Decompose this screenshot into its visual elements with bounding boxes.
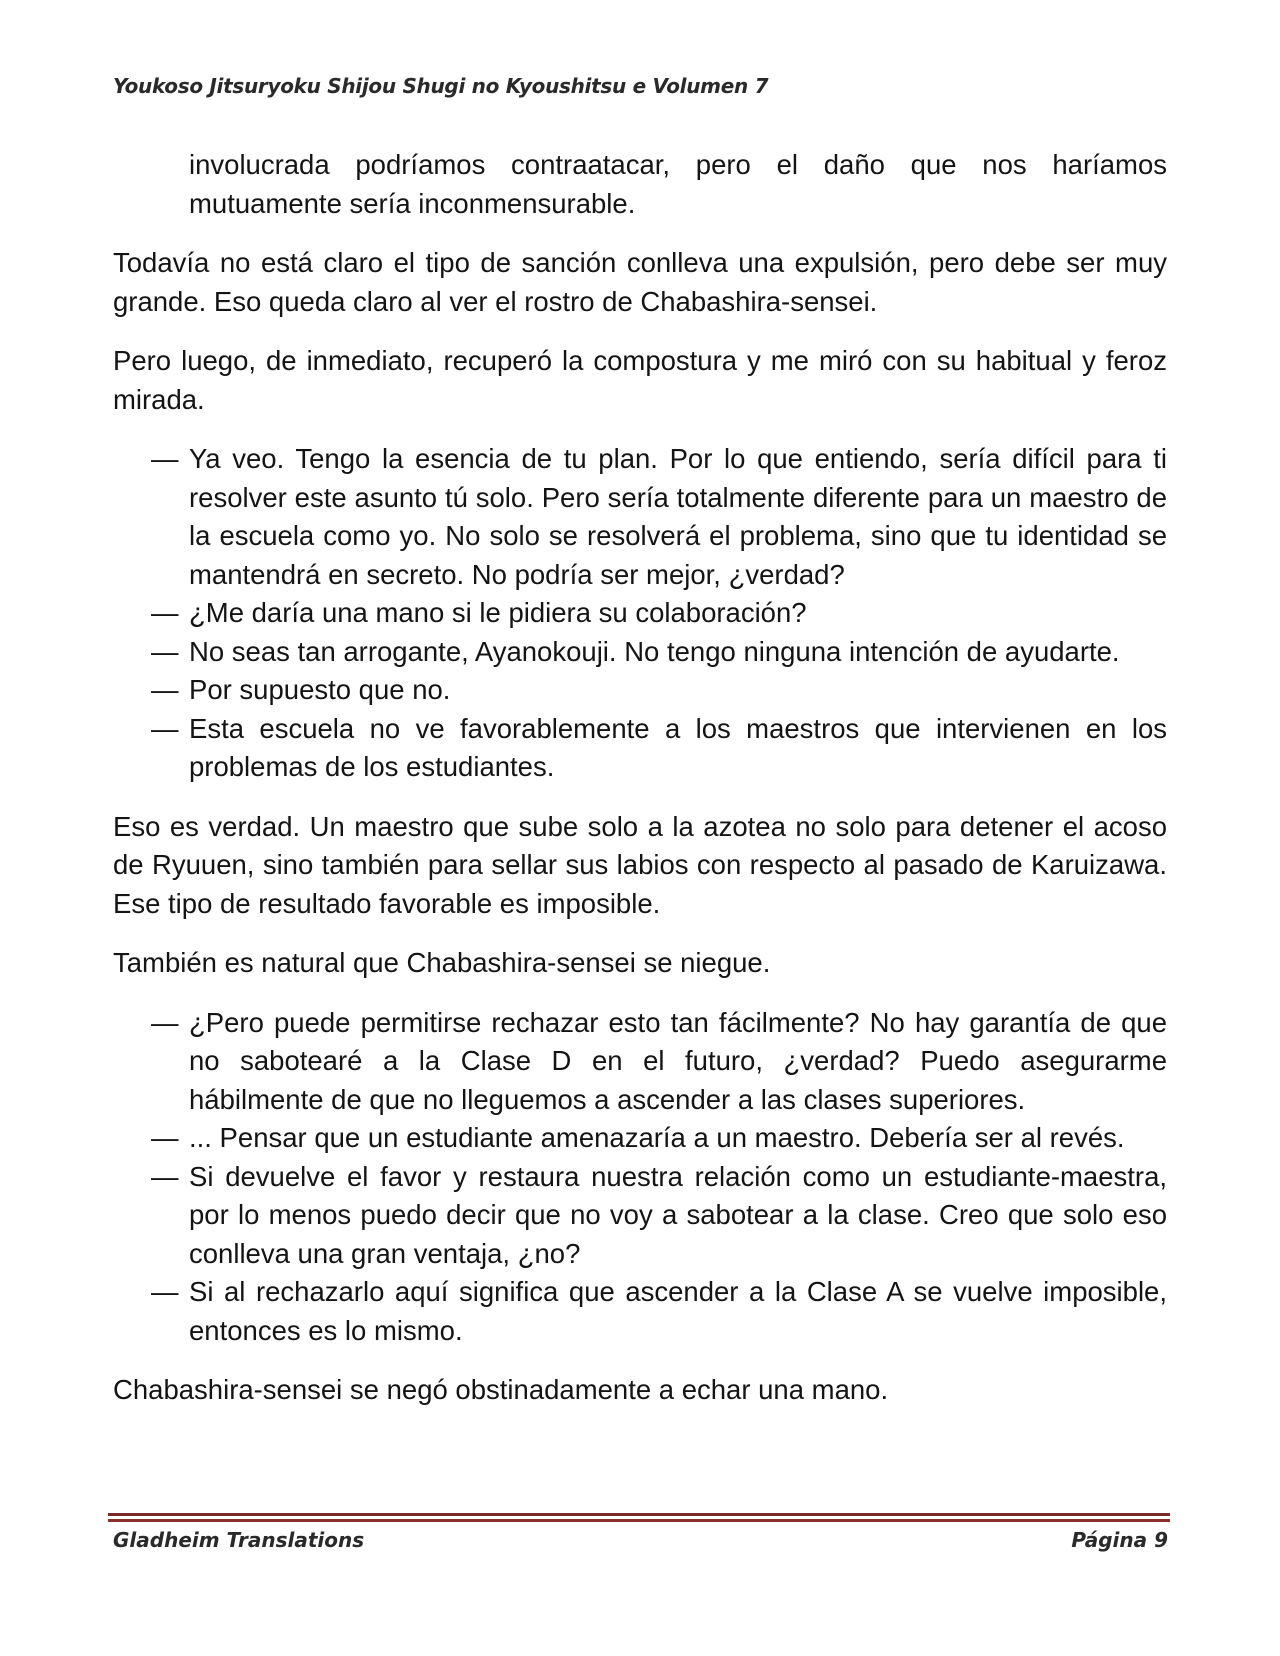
- footer-divider: [108, 1519, 1170, 1522]
- dialogue-line: [113, 671, 1167, 710]
- dialogue-text: Si al rechazarlo aquí significa que ascender a la Clase A se vuelve imposible, entonces es lo mismo.: [189, 1276, 1167, 1346]
- dialogue-line: [113, 633, 1167, 672]
- dialogue-dash: —: [151, 1276, 179, 1307]
- dialogue-text: Si devuelve el favor y restaura nuestra relación como un estudiante-maestra, por lo menos puedo decir que no voy a sabotear a la clase. Creo que solo eso conlleva una gran ventaja, ¿no?: [189, 1160, 1167, 1269]
- dialogue-line: [113, 1158, 1167, 1274]
- dialogue-line: [113, 440, 1167, 594]
- paragraph: Todavía no está claro el tipo de sanción conlleva una expulsión, pero debe ser muy grande. Eso queda claro al ver el rostro de Chabashira-sensei.: [113, 247, 1167, 317]
- dialogue-text: Esta escuela no ve favorablemente a los maestros que intervienen en los problemas de los estudiantes.: [189, 712, 1167, 782]
- running-header: Youkoso Jitsuryoku Shijou Shugi no Kyoushitsu e Volumen 7: [113, 74, 769, 98]
- dialogue-dash: —: [151, 1122, 179, 1153]
- dialogue-text: ¿Pero puede permitirse rechazar esto tan fácilmente? No hay garantía de que no sabotearé a la Clase D en el futuro, ¿verdad? Puedo asegurarme hábilmente de que no lleguemos a ascender a las clases superiores.: [189, 1006, 1167, 1115]
- dialogue-line: [113, 1119, 1167, 1158]
- dialogue-line: [113, 594, 1167, 633]
- page-number: Página 9: [1071, 1528, 1168, 1552]
- dialogue-line: [113, 710, 1167, 787]
- dialogue-text: Ya veo. Tengo la esencia de tu plan. Por lo que entiendo, sería difícil para ti resolver este asunto tú solo. Pero sería totalmente diferente para un maestro de la escuela como yo. No solo se resolverá el problema, sino que tu identidad se mantendrá en secreto. No podría ser mejor, ¿verdad?: [189, 443, 1167, 590]
- dialogue-line: [113, 1004, 1167, 1120]
- dialogue-block-2: [113, 1004, 1167, 1351]
- dialogue-block-1: [113, 440, 1167, 787]
- dialogue-dash: —: [151, 443, 179, 474]
- dialogue-dash: —: [151, 1006, 179, 1038]
- dialogue-text: Por supuesto que no.: [189, 674, 451, 705]
- paragraph: También es natural que Chabashira-sensei se niegue.: [113, 947, 771, 978]
- paragraph: Chabashira-sensei se negó obstinadamente a echar una mano.: [113, 1374, 889, 1405]
- footer-divider: [108, 1513, 1170, 1516]
- dialogue-line: [113, 1273, 1167, 1350]
- dialogue-dash: —: [151, 674, 179, 705]
- dialogue-dash: —: [151, 635, 179, 667]
- dialogue-text: ... Pensar que un estudiante amenazaría a un maestro. Debería ser al revés.: [189, 1122, 1125, 1153]
- page-body: [113, 146, 1167, 1431]
- dialogue-dash: —: [151, 597, 179, 628]
- dialogue-text: No seas tan arrogante, Ayanokouji. No tengo ninguna intención de ayudarte.: [189, 635, 1120, 667]
- paragraph: Pero luego, de inmediato, recuperó la compostura y me miró con su habitual y feroz mirada.: [113, 345, 1167, 415]
- dialogue-text: ¿Me daría una mano si le pidiera su colaboración?: [189, 597, 807, 628]
- footer-credit: Gladheim Translations: [113, 1528, 365, 1552]
- paragraph-continuation: involucrada podríamos contraatacar, pero el daño que nos haríamos mutuamente sería inconmensurable.: [189, 149, 1167, 219]
- dialogue-dash: —: [151, 1160, 179, 1192]
- paragraph: Eso es verdad. Un maestro que sube solo a la azotea no solo para detener el acoso de Ryuuen, sino también para sellar sus labios con respecto al pasado de Karuizawa. Ese tipo de resultado favorable es imposible.: [113, 810, 1167, 919]
- dialogue-dash: —: [151, 712, 179, 744]
